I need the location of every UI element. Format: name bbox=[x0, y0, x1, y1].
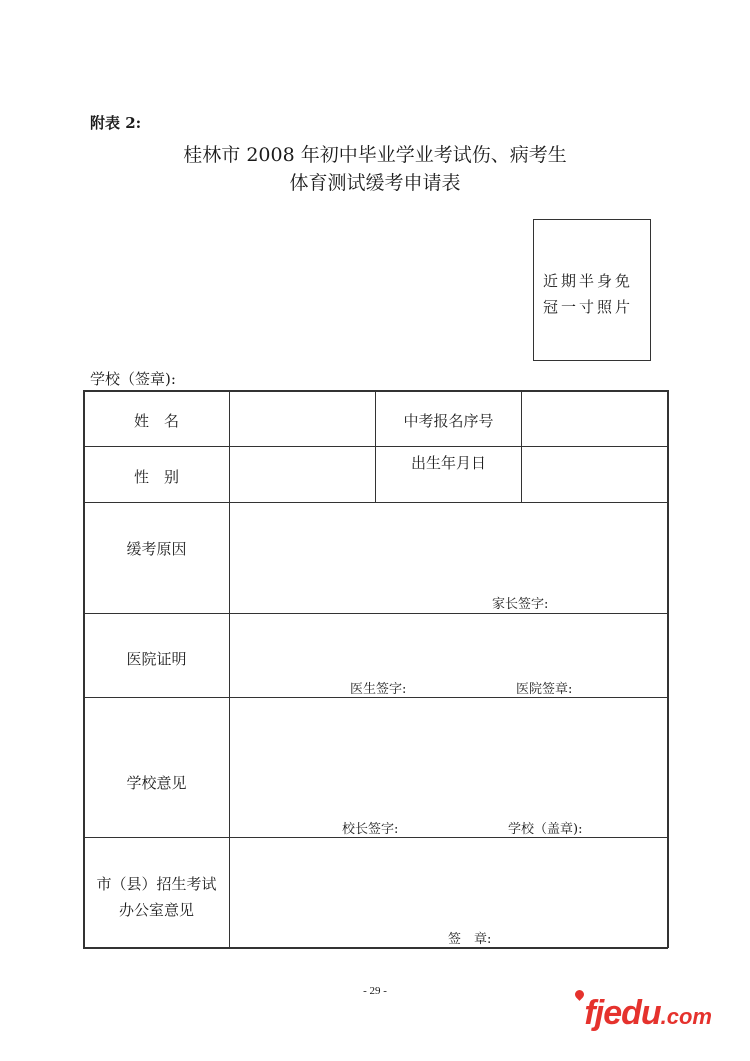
school-opinion-field[interactable] bbox=[230, 698, 667, 837]
doctor-signature-label: 医生签字: bbox=[350, 682, 407, 697]
watermark-suffix: .com bbox=[660, 1004, 712, 1029]
school-seal-field-label: 学校（盖章): bbox=[508, 822, 583, 837]
page-number: - 29 - bbox=[363, 985, 387, 997]
school-opinion-label: 学校意见 bbox=[126, 774, 187, 792]
photo-line1: 近期半身免 bbox=[543, 272, 634, 290]
name-field[interactable] bbox=[230, 391, 375, 446]
parent-signature-label: 家长签字: bbox=[492, 597, 549, 612]
hospital-field[interactable] bbox=[230, 614, 667, 697]
fjedu-watermark-logo bbox=[584, 994, 712, 1033]
birth-field[interactable] bbox=[522, 447, 667, 502]
reason-label: 缓考原因 bbox=[126, 540, 187, 558]
exam-seq-label: 中考报名序号 bbox=[403, 412, 494, 430]
exam-seq-field[interactable] bbox=[522, 391, 667, 446]
document-title-line2: 体育测试缓考申请表 bbox=[289, 172, 461, 194]
attachment-label: 附表 2: bbox=[90, 114, 142, 132]
watermark-brand: fjedu bbox=[584, 994, 661, 1032]
table-border-bottom bbox=[83, 947, 668, 949]
hospital-seal-label: 医院签章: bbox=[516, 682, 573, 697]
photo-instructions bbox=[543, 268, 633, 320]
gender-field[interactable] bbox=[230, 447, 375, 502]
birth-label: 出生年月日 bbox=[410, 454, 486, 472]
table-border-right bbox=[667, 390, 669, 948]
reason-field[interactable] bbox=[230, 503, 667, 613]
name-label: 姓 名 bbox=[133, 412, 179, 430]
document-title-line1: 桂林市 2008 年初中毕业学业考试伤、病考生 bbox=[183, 144, 567, 166]
hospital-label: 医院证明 bbox=[126, 650, 187, 668]
photo-line2: 冠一寸照片 bbox=[543, 298, 634, 316]
office-label-line1: 市（县）招生考试 bbox=[96, 875, 217, 893]
school-seal-label: 学校（签章): bbox=[90, 370, 176, 388]
gender-label: 性 别 bbox=[133, 468, 179, 486]
photo-box bbox=[533, 219, 651, 361]
office-label-line2: 办公室意见 bbox=[118, 901, 194, 919]
office-seal-label: 签 章: bbox=[448, 932, 492, 947]
principal-signature-label: 校长签字: bbox=[342, 822, 399, 837]
